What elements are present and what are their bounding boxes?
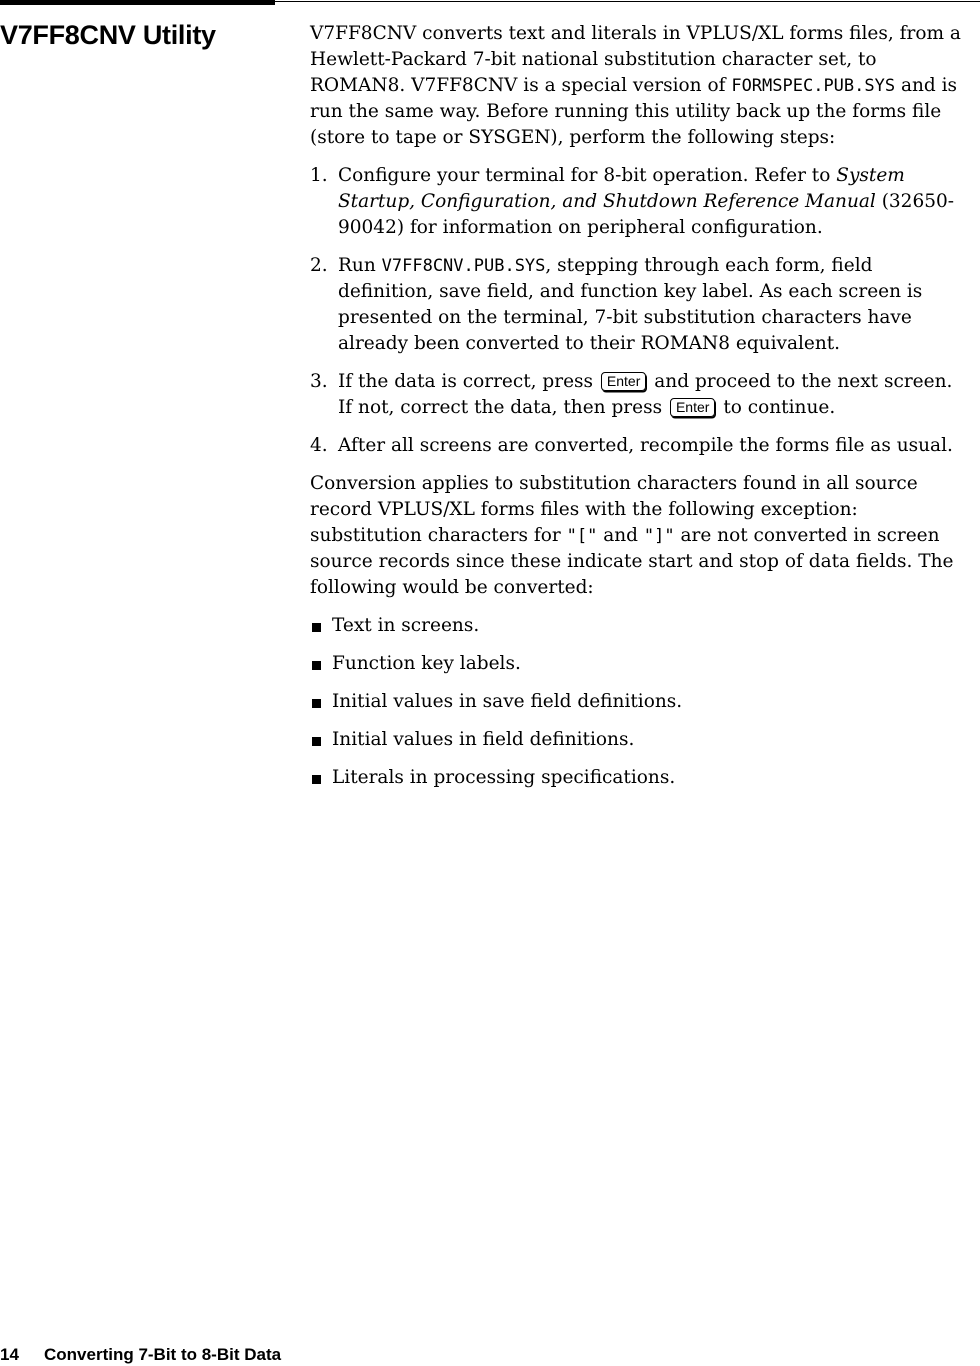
list-item-text: Function key labels.	[332, 653, 521, 674]
step-item-4	[310, 433, 970, 459]
header-rule-thick	[0, 0, 275, 5]
square-bullet-icon	[312, 623, 321, 632]
list-item-text: Literals in processing specifications.	[332, 767, 676, 788]
page-footer	[0, 1345, 281, 1365]
square-bullet-icon	[312, 661, 321, 670]
step-text: Run	[338, 255, 382, 276]
manual-title: System Startup, Configuration, and Shutdown Reference Manual	[338, 165, 905, 212]
step-text: If the data is correct, press	[338, 371, 599, 392]
square-bullet-icon	[312, 699, 321, 708]
section-title: V7FF8CNV Utility	[0, 20, 216, 50]
step-text: to continue.	[717, 397, 836, 418]
conversion-text-a: Conversion applies to substitution characters found in all source record VPLUS/XL forms files with the following exception: substitution characters for	[310, 473, 918, 546]
intro-paragraph	[310, 21, 970, 151]
square-bullet-icon	[312, 737, 321, 746]
conversion-text-c: are not converted in screen source records since these indicate start and stop of data fields. The following would be converted:	[310, 525, 954, 598]
step-number: 1.	[310, 165, 328, 186]
step-text: (32650-90042) for information on peripheral configuration.	[338, 191, 955, 238]
step-number: 2.	[310, 255, 328, 276]
steps-list	[310, 163, 970, 459]
body-content	[310, 21, 970, 803]
list-item	[310, 727, 970, 753]
step-text: and proceed to the next screen. If not, correct the data, then press	[338, 371, 953, 418]
list-item-text: Initial values in save field definitions.	[332, 691, 683, 712]
chapter-title: Converting 7-Bit to 8-Bit Data	[44, 1345, 282, 1364]
open-bracket-code: "["	[566, 526, 598, 546]
step-item-2	[310, 253, 970, 357]
conversion-paragraph	[310, 471, 970, 601]
step-item-1	[310, 163, 970, 241]
intro-text-b: and is run the same way. Before running this utility back up the forms file (store to tape or SYSGEN), perform the following steps:	[310, 75, 958, 148]
header-rule-thin	[275, 1, 980, 2]
step-number: 3.	[310, 371, 328, 392]
list-item	[310, 689, 970, 715]
list-item-text: Initial values in field definitions.	[332, 729, 635, 750]
intro-code: FORMSPEC.PUB.SYS	[731, 76, 896, 96]
step-number: 4.	[310, 435, 328, 456]
program-code: V7FF8CNV.PUB.SYS	[381, 256, 546, 276]
intro-text-a: V7FF8CNV converts text and literals in VPLUS/XL forms files, from a Hewlett-Packard 7-bit national substitution character set, to ROMAN8. V7FF8CNV is a special version of	[310, 23, 961, 96]
step-text: , stepping through each form, field definition, save field, and function key label. As each screen is presented on the terminal, 7-bit substitution characters have already been converted to their ROMAN8 equivalent.	[338, 255, 923, 354]
step-text: After all screens are converted, recompile the forms file as usual.	[338, 435, 953, 456]
list-item	[310, 765, 970, 791]
conversion-text-b: and	[597, 525, 644, 546]
list-item-text: Text in screens.	[332, 615, 480, 636]
square-bullet-icon	[312, 775, 321, 784]
list-item	[310, 651, 970, 677]
step-item-3	[310, 369, 970, 421]
close-bracket-code: "]"	[643, 526, 675, 546]
step-text: Configure your terminal for 8-bit operation. Refer to	[338, 165, 837, 186]
enter-key-icon: Enter	[601, 372, 646, 391]
list-item	[310, 613, 970, 639]
page-number: 14	[0, 1345, 19, 1364]
enter-key-icon: Enter	[670, 398, 715, 417]
converted-items-list	[310, 613, 970, 791]
